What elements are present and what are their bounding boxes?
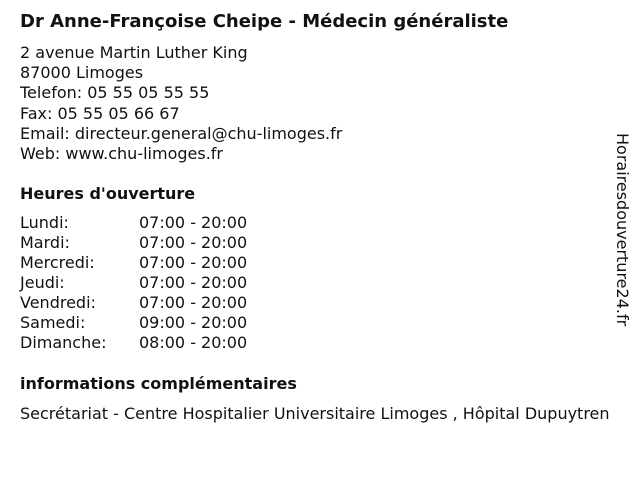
hours-heading: Heures d'ouverture [20,184,196,203]
hours-time: 07:00 - 20:00 [139,253,248,272]
hours-row [20,293,247,313]
hours-day: Dimanche: [20,333,107,352]
fax-line: Fax: 05 55 05 66 67 [20,103,180,123]
hours-day: Mercredi: [20,253,95,272]
hours-day: Vendredi: [20,293,96,312]
hours-table [20,213,247,353]
info-heading: informations complémentaires [20,374,297,393]
hours-row [20,213,247,233]
hours-time: 07:00 - 20:00 [139,273,248,292]
hours-time: 07:00 - 20:00 [139,213,248,232]
hours-day: Jeudi: [20,273,65,292]
hours-time: 09:00 - 20:00 [139,313,248,332]
hours-time: 07:00 - 20:00 [139,233,248,252]
hours-row [20,253,247,273]
contact-block [20,43,342,164]
address-city: 87000 Limoges [20,63,144,83]
hours-row [20,273,247,293]
hours-day: Samedi: [20,313,86,332]
email-line: Email: directeur.general@chu-limoges.fr [20,123,343,143]
hours-day: Lundi: [20,213,69,232]
hours-row [20,233,247,253]
hours-time: 08:00 - 20:00 [139,333,248,352]
web-line: Web: www.chu-limoges.fr [20,144,223,164]
hours-day: Mardi: [20,233,70,252]
hours-time: 07:00 - 20:00 [139,293,248,312]
watermark: Horairesdouverture24.fr [613,133,632,327]
phone-line: Telefon: 05 55 05 55 55 [20,83,210,103]
hours-row [20,333,247,353]
page-title: Dr Anne-Françoise Cheipe - Médecin généraliste [20,11,509,32]
hours-row [20,313,247,333]
info-text: Secrétariat - Centre Hospitalier Universitaire Limoges , Hôpital Dupuytren [20,404,610,423]
address-street: 2 avenue Martin Luther King [20,43,248,62]
